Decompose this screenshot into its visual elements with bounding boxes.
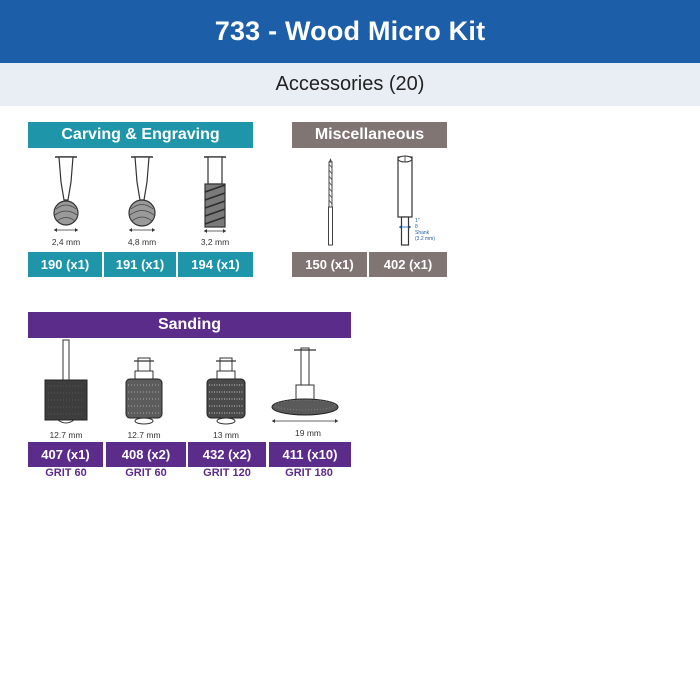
item-code: 408 (x2) [106,442,186,467]
sanding-disc-icon [268,345,348,428]
grit-label: GRIT 120 [203,467,251,479]
carving-header: Carving & Engraving [28,122,253,148]
dim-label: 12.7 mm [49,430,83,440]
page-subtitle: Accessories (20) [275,73,425,95]
item-code: 432 (x2) [188,442,266,467]
dim-label: 2,4 mm [51,237,81,247]
item-code: 407 (x1) [28,442,103,467]
item-code: 150 (x1) [292,252,367,277]
ball-bit-icon [104,152,180,232]
subtitle-bar [0,63,700,106]
shank-note [415,218,435,242]
cylinder-bit-icon [177,152,253,232]
dim-label: 3,2 mm [200,237,230,247]
item-code: 194 (x1) [178,252,253,277]
item-code: 411 (x10) [269,442,351,467]
dim-label: 12.7 mm [127,430,161,440]
grit-label: GRIT 180 [285,467,333,479]
item-code: 402 (x1) [369,252,447,277]
sanding-header: Sanding [28,312,351,338]
sanding-band-icon [106,355,182,428]
mandrel-icon [368,152,448,247]
ball-bit-icon [28,152,104,232]
shank-metric: (3.2 mm) [415,236,435,242]
drill-bit-icon [292,152,368,247]
shank-fraction-numerator: 1" [415,218,420,224]
page-title: 733 - Wood Micro Kit [214,16,486,46]
shank-label: Shank [415,230,430,236]
dim-label: 4,8 mm [127,237,157,247]
item-code: 190 (x1) [28,252,102,277]
dim-label: 19 mm [295,428,321,438]
grit-label: GRIT 60 [125,467,167,479]
shank-fraction-denominator: 8 [415,224,418,230]
sanding-drum-icon [28,340,104,428]
grit-label: GRIT 60 [45,467,87,479]
title-bar [0,0,700,63]
sanding-band-icon [188,355,264,428]
dim-label: 13 mm [213,430,239,440]
item-code: 191 (x1) [104,252,176,277]
misc-header: Miscellaneous [292,122,447,148]
